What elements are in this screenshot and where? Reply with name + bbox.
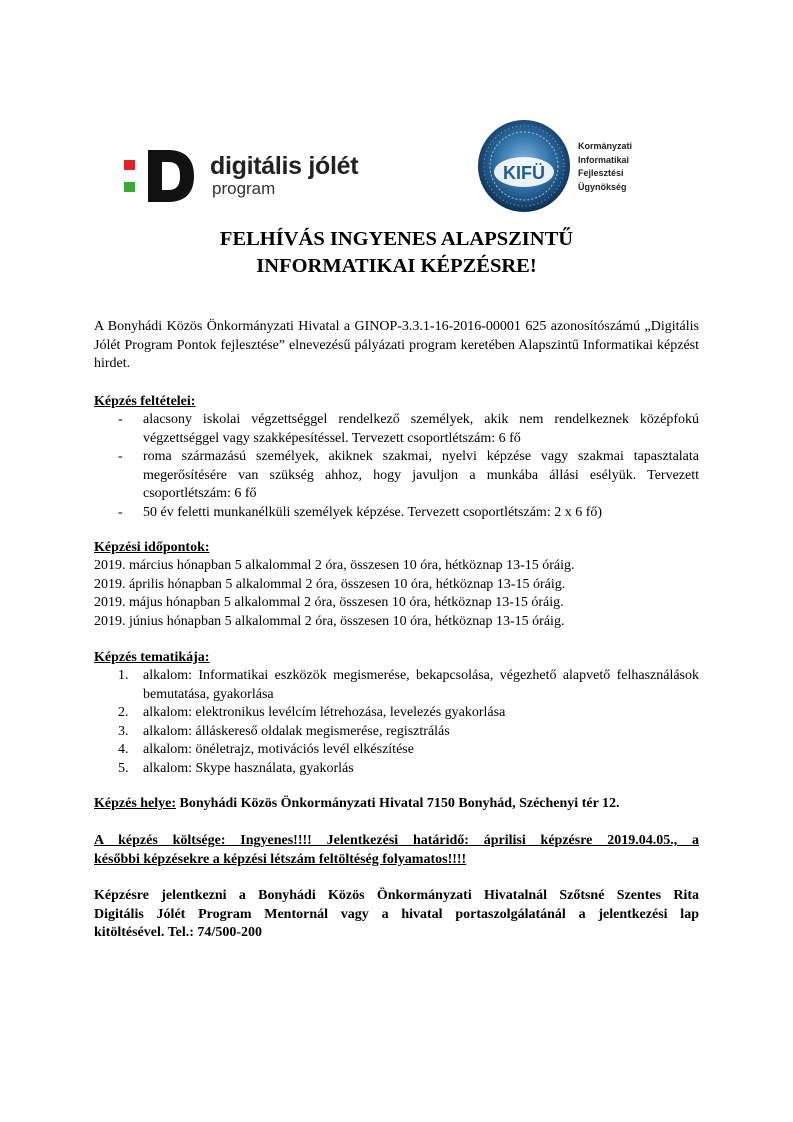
apply-line: Digitális Jólét Program Mentornál vagy a hivatal portaszolgálatánál a jelentkezési lap	[94, 906, 699, 922]
apply-line: kitöltésével. Tel.: 74/500-200	[94, 925, 262, 941]
dash-bullet: -	[118, 412, 123, 427]
list-item	[94, 704, 699, 723]
list-item	[94, 667, 699, 704]
date-line: 2019. június hónapban 5 alkalommal 2 óra, összesen 10 óra, hétköznap 13-15 óráig.	[94, 613, 565, 629]
kifu-org-name	[578, 140, 632, 194]
list-number: 5.	[118, 760, 129, 776]
list-number: 2.	[118, 705, 129, 721]
place-label: Képzés helye:	[94, 796, 177, 811]
list-number: 3.	[118, 723, 129, 739]
list-item-text: alkalom: Informatikai eszközök megismerése, bekapcsolása, végezhető alapvető felhasználások bemutatása, gyakorlása	[143, 668, 699, 702]
list-item-text: alkalom: Skype használata, gyakorlás	[143, 760, 354, 776]
cost-deadline-block	[94, 832, 699, 869]
list-item-text: 50 év feletti munkanélküli személyek képzése. Tervezett csoportlétszám: 2 x 6 fő)	[143, 504, 603, 520]
dj-mark-icon	[122, 148, 202, 204]
dates-list	[94, 557, 699, 631]
list-item-text: roma származású személyek, akiknek szakmai, nyelvi képzése vagy szakmai tapasztalata megerősítésére van szükség ahhoz, hogy javuljon a munkába állási esélyük. Tervezett csoportlétszám: 6 fő	[143, 449, 699, 502]
kifu-logo	[472, 116, 672, 216]
conditions-list	[94, 411, 699, 523]
kifu-line: Fejlesztési	[578, 168, 624, 179]
list-number: 4.	[118, 742, 129, 758]
list-item	[94, 723, 699, 742]
title-line: FELHÍVÁS INGYENES ALAPSZINTŰ	[219, 228, 574, 250]
dj-logo-text-sub: program	[212, 179, 276, 198]
cost-line: A képzés költsége: Ingyenes!!!! Jelentkezési határidő: áprilisi képzésre 2019.04.05., a	[94, 833, 699, 848]
list-item	[94, 760, 699, 779]
conditions-heading: Képzés feltételei:	[94, 394, 196, 409]
kifu-line: Informatikai	[578, 154, 630, 165]
dates-heading: Képzési időpontok:	[94, 540, 210, 555]
list-item-text: alkalom: önéletrajz, motivációs levél elkészítése	[143, 742, 414, 758]
kifu-badge-text: KIFÜ	[503, 163, 545, 183]
date-line: 2019. április hónapban 5 alkalommal 2 óra, összesen 10 óra, hétköznap 13-15 óráig.	[94, 576, 566, 592]
topics-list	[94, 667, 699, 779]
intro-paragraph: A Bonyhádi Közös Önkormányzati Hivatal a GINOP-3.3.1-16-2016-00001 625 azonosítószámú „Digitális Jólét Program Pontok fejlesztése” elnevezésű pályázati program keretében Alapszintű Informatikai képzést hirdet.	[94, 319, 699, 372]
list-item-text: alkalom: álláskereső oldalak megismerése, regisztrálás	[143, 723, 450, 739]
kifu-line: Ügynökség	[578, 181, 627, 192]
date-line: 2019. március hónapban 5 alkalommal 2 óra, összesen 10 óra, hétköznap 13-15 óráig.	[94, 558, 575, 573]
apply-line: Képzésre jelentkezni a Bonyhádi Közös Önkormányzati Hivatalnál Szőtsné Szentes Rita	[94, 888, 699, 903]
place-value: Bonyhádi Közös Önkormányzati Hivatal 7150 Bonyhád, Széchenyi tér 12.	[176, 796, 620, 811]
list-item	[94, 411, 699, 448]
date-line: 2019. május hónapban 5 alkalommal 2 óra, összesen 10 óra, hétköznap 13-15 óráig.	[94, 595, 564, 611]
topics-heading: Képzés tematikája:	[94, 650, 210, 665]
dash-bullet: -	[118, 449, 123, 465]
dash-bullet: -	[118, 504, 123, 520]
application-block	[94, 887, 699, 943]
list-item-text: alkalom: elektronikus levélcím létrehozása, levelezés gyakorlása	[143, 705, 506, 721]
document-title	[60, 226, 733, 280]
list-item	[94, 741, 699, 760]
list-item	[94, 504, 699, 523]
list-item-text: alacsony iskolai végzettséggel rendelkező személyek, akik nem rendelkeznek középfokú végzettséggel vagy szakképesítéssel. Tervezett csoportlétszám: 6 fő	[143, 412, 699, 446]
list-item	[94, 448, 699, 504]
kifu-line: Kormányzati	[578, 141, 633, 151]
list-number: 1.	[118, 668, 129, 683]
title-line: INFORMATIKAI KÉPZÉSRE!	[256, 255, 537, 277]
dj-logo-text-main: digitális jólét	[210, 152, 359, 180]
cost-line: későbbi képzésekre a képzési létszám feltöltéség folyamatos!!!!	[94, 851, 467, 867]
kifu-globe-icon	[472, 116, 576, 216]
place-line	[94, 795, 699, 814]
digitalis-jolet-logo	[122, 148, 362, 204]
